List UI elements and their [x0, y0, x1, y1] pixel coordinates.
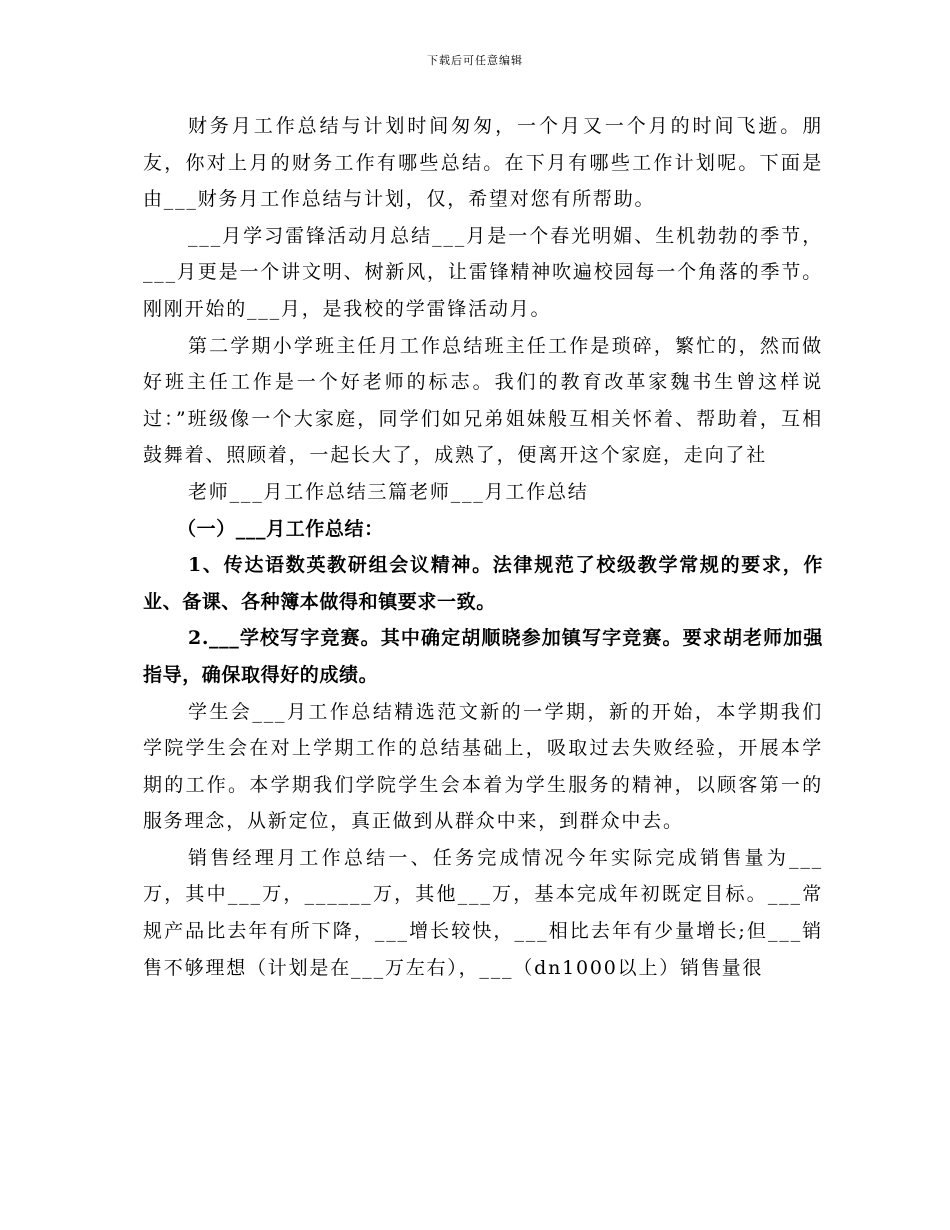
paragraph-teacher-summary-title: 老师___月工作总结三篇老师___月工作总结 [188, 480, 589, 503]
paragraph-student-union: 学生会___月工作总结精选范文新的一学期，新的开始，本学期我们学院学生会在对上学期工作的总结基础上，吸取过去失败经验，开展本学期的工作。本学期我们学院学生会本着为学生服务的精神，以顾客第一的服务理念，从新定位，真正做到从群众中来，到群众中去。 [143, 700, 823, 833]
paragraph-leifeng-activity: ___月学习雷锋活动月总结___月是一个春光明媚、生机勃勃的季节，___月更是一个讲文明、树新风，让雷锋精神吹遍校园每一个角落的季节。刚刚开始的___月，是我校的学雷锋活动月。 [143, 224, 823, 320]
paragraph-item-1: 1、传达语数英教研组会议精神。法律规范了校级教学常规的要求，作业、备课、各种簿本做得和镇要求一致。 [143, 554, 823, 613]
document-body [143, 108, 823, 986]
paragraph-sales-manager: 销售经理月工作总结一、任务完成情况今年实际完成销售量为___万，其中___万，______万，其他___万，基本完成年初既定目标。___常规产品比去年有所下降，___增长较快，___相比去年有少量增长;但___销售不够理想（计划是在___万左右），___（dn1000以上）销售量很 [143, 846, 823, 979]
section-heading-1: （一）___月工作总结： [177, 517, 384, 540]
page-header: 下载后可任意编辑 [427, 54, 523, 67]
paragraph-item-2: 2.___学校写字竞赛。其中确定胡顺晓参加镇写字竞赛。要求胡老师加强指导，确保取得好的成绩。 [143, 627, 823, 686]
paragraph-finance-summary: 财务月工作总结与计划时间匆匆，一个月又一个月的时间飞逝。朋友，你对上月的财务工作有哪些总结。在下月有哪些工作计划呢。下面是由___财务月工作总结与计划，仅，希望对您有所帮助。 [143, 115, 823, 211]
paragraph-class-teacher: 第二学期小学班主任月工作总结班主任工作是琐碎，繁忙的，然而做好班主任工作是一个好老师的标志。我们的教育改革家魏书生曾这样说过：”班级像一个大家庭，同学们如兄弟姐妹般互相关怀着、帮助着，互相鼓舞着、照顾着，一起长大了，成熟了，便离开这个家庭，走向了社 [143, 334, 823, 467]
